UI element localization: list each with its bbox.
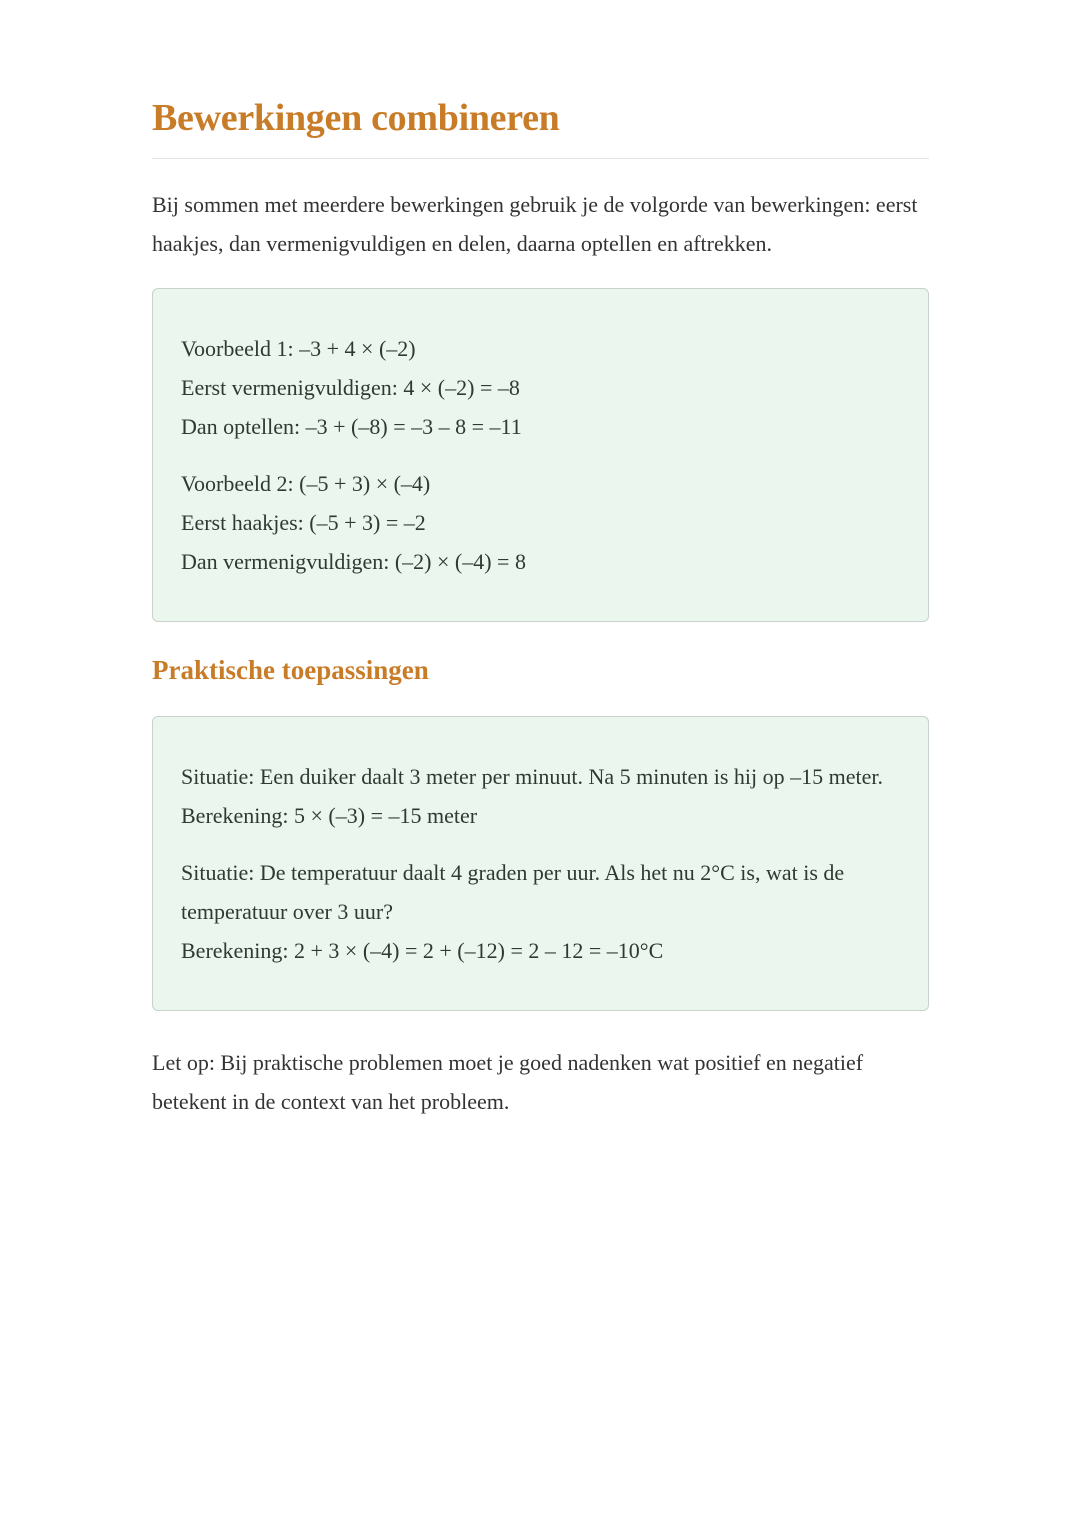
example-2 <box>181 464 900 581</box>
title-divider <box>152 158 929 159</box>
situation-line: Situatie: Een duiker daalt 3 meter per minuut. Na 5 minuten is hij op –15 meter. <box>181 764 884 789</box>
example-line: Eerst haakjes: (–5 + 3) = –2 <box>181 510 426 535</box>
calculation-line: Berekening: 2 + 3 × (–4) = 2 + (–12) = 2 – 12 = –10°C <box>181 938 664 963</box>
situation-1 <box>181 757 900 835</box>
situation-2 <box>181 853 900 970</box>
example-line: Dan optellen: –3 + (–8) = –3 – 8 = –11 <box>181 414 522 439</box>
content-column <box>152 0 929 1121</box>
applications-box <box>152 716 929 1011</box>
example-line: Eerst vermenigvuldigen: 4 × (–2) = –8 <box>181 375 520 400</box>
example-line: Dan vermenigvuldigen: (–2) × (–4) = 8 <box>181 549 526 574</box>
examples-box <box>152 288 929 622</box>
calculation-line: Berekening: 5 × (–3) = –15 meter <box>181 803 478 828</box>
example-1 <box>181 329 900 446</box>
intro-paragraph: Bij sommen met meerdere bewerkingen gebruik je de volgorde van bewerkingen: eerst haakjes, dan vermenigvuldigen en delen, daarna optellen en aftrekken. <box>152 192 918 256</box>
situation-line: Situatie: De temperatuur daalt 4 graden per uur. Als het nu 2°C is, wat is de temperatuur over 3 uur? <box>181 860 845 924</box>
example-line: Voorbeeld 2: (–5 + 3) × (–4) <box>181 471 431 496</box>
note-paragraph: Let op: Bij praktische problemen moet je goed nadenken wat positief en negatief betekent in de context van het probleem. <box>152 1050 864 1114</box>
section-subheading: Praktische toepassingen <box>152 655 429 685</box>
page-title: Bewerkingen combineren <box>152 97 560 139</box>
example-line: Voorbeeld 1: –3 + 4 × (–2) <box>181 336 416 361</box>
